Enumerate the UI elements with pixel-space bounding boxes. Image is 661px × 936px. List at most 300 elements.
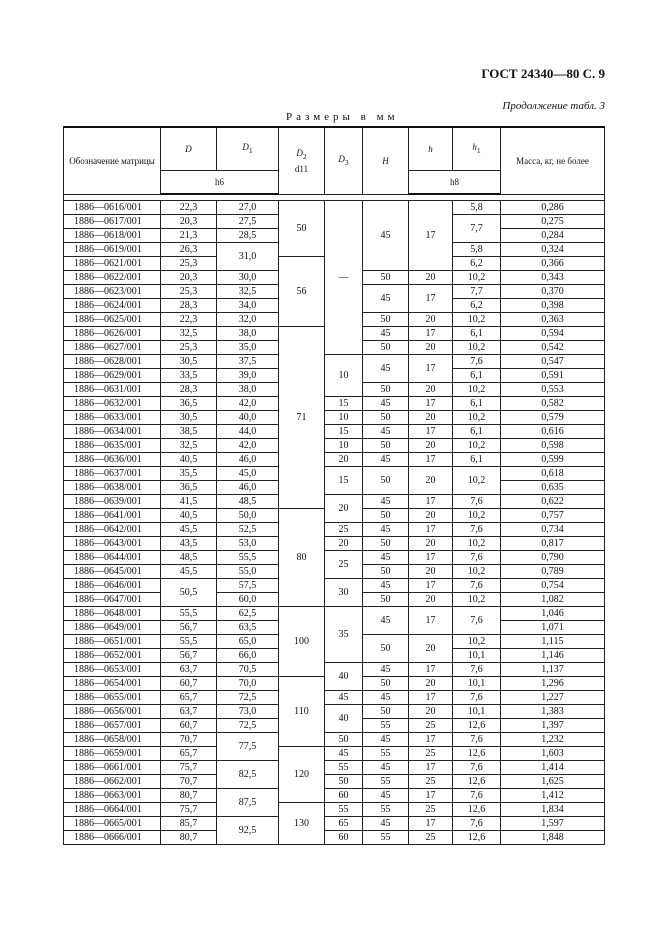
cell-h: 25: [409, 831, 453, 845]
cell-h: 20: [409, 383, 453, 397]
cell-mass: 1,383: [501, 705, 605, 719]
cell-mass: 1,146: [501, 649, 605, 663]
cell-D1: 48,5: [217, 495, 279, 509]
cell-D3: 20: [325, 453, 363, 467]
cell-D: 60,7: [161, 677, 217, 691]
table-row: [64, 747, 605, 761]
cell-D3: 60: [325, 789, 363, 803]
cell-D: 41,5: [161, 495, 217, 509]
cell-D1: 70,0: [217, 677, 279, 691]
table-row: [64, 789, 605, 803]
table-row: [64, 817, 605, 831]
cell-H: 50: [363, 593, 409, 607]
cell-mass: 0,398: [501, 299, 605, 313]
cell-mass: 0,790: [501, 551, 605, 565]
cell-D1: 35,0: [217, 341, 279, 355]
cell-designation: 1886—0628/001: [64, 355, 161, 369]
cell-designation: 1886—0633/001: [64, 411, 161, 425]
cell-D: 80,7: [161, 789, 217, 803]
cell-h: 20: [409, 509, 453, 523]
cell-D: 50,5: [161, 579, 217, 607]
cell-H: 45: [363, 733, 409, 747]
cell-mass: 0,553: [501, 383, 605, 397]
cell-mass: 0,324: [501, 243, 605, 257]
cell-h: 17: [409, 733, 453, 747]
col-D2: $D_2$ d11: [279, 127, 325, 194]
cell-mass: 0,616: [501, 425, 605, 439]
cell-h: 17: [409, 789, 453, 803]
table-row: [64, 439, 605, 453]
cell-D1: 39,0: [217, 369, 279, 383]
cell-D1: 72,5: [217, 719, 279, 733]
cell-H: 45: [363, 817, 409, 831]
cell-H: 45: [363, 607, 409, 635]
cell-h1: 7,6: [453, 691, 501, 705]
cell-D3: 15: [325, 467, 363, 495]
cell-mass: 0,366: [501, 257, 605, 271]
cell-designation: 1886—0644/001: [64, 551, 161, 565]
cell-H: 50: [363, 537, 409, 551]
cell-D: 22,3: [161, 201, 217, 215]
cell-H: 45: [363, 523, 409, 537]
cell-D: 32,5: [161, 439, 217, 453]
cell-designation: 1886—0627/001: [64, 341, 161, 355]
cell-H: 55: [363, 747, 409, 761]
cell-h1: 7,7: [453, 285, 501, 299]
cell-mass: 0,547: [501, 355, 605, 369]
cell-H: 55: [363, 831, 409, 845]
cell-D3: 35: [325, 607, 363, 663]
cell-mass: 0,286: [501, 201, 605, 215]
cell-designation: 1886—0631/001: [64, 383, 161, 397]
table-row: [64, 761, 605, 775]
cell-D: 28,3: [161, 383, 217, 397]
cell-D1: 62,5: [217, 607, 279, 621]
cell-D: 63,7: [161, 705, 217, 719]
cell-h: 17: [409, 327, 453, 341]
cell-D1: 63,5: [217, 621, 279, 635]
cell-H: 50: [363, 467, 409, 495]
table-row: [64, 495, 605, 509]
cell-D: 85,7: [161, 817, 217, 831]
cell-D1: 92,5: [217, 817, 279, 845]
cell-mass: 0,579: [501, 411, 605, 425]
cell-H: 45: [363, 327, 409, 341]
cell-designation: 1886—0618/001: [64, 229, 161, 243]
cell-D: 45,5: [161, 523, 217, 537]
cell-D3: 45: [325, 747, 363, 761]
cell-designation: 1886—0648/001: [64, 607, 161, 621]
cell-D: 56,7: [161, 621, 217, 635]
cell-designation: 1886—0624/001: [64, 299, 161, 313]
cell-h: 17: [409, 425, 453, 439]
cell-D3: 40: [325, 663, 363, 691]
cell-D3: 25: [325, 551, 363, 579]
cell-D2: 50: [279, 201, 325, 257]
table-row: [64, 467, 605, 481]
cell-h: 25: [409, 719, 453, 733]
cell-D: 65,7: [161, 691, 217, 705]
cell-h1: 12,6: [453, 747, 501, 761]
cell-D1: 31,0: [217, 243, 279, 271]
cell-mass: 1,397: [501, 719, 605, 733]
cell-h: 17: [409, 397, 453, 411]
cell-D2: 80: [279, 509, 325, 607]
cell-mass: 1,848: [501, 831, 605, 845]
cell-H: 45: [363, 579, 409, 593]
cell-D1: 50,0: [217, 509, 279, 523]
cell-H: 50: [363, 341, 409, 355]
table-row: [64, 397, 605, 411]
cell-h: 17: [409, 201, 453, 271]
cell-designation: 1886—0666/001: [64, 831, 161, 845]
cell-D3: 45: [325, 691, 363, 705]
cell-h1: 6,1: [453, 397, 501, 411]
cell-mass: 0,618: [501, 467, 605, 481]
cell-mass: 0,754: [501, 579, 605, 593]
cell-h1: 10,2: [453, 565, 501, 579]
cell-H: 45: [363, 453, 409, 467]
table-row: [64, 663, 605, 677]
cell-h: 17: [409, 523, 453, 537]
cell-D3: 55: [325, 761, 363, 775]
table-row: [64, 775, 605, 789]
cell-h: 20: [409, 411, 453, 425]
table-row: [64, 691, 605, 705]
table-row: [64, 411, 605, 425]
cell-h1: 6,1: [453, 327, 501, 341]
cell-D1: 66,0: [217, 649, 279, 663]
cell-h: 20: [409, 705, 453, 719]
cell-designation: 1886—0626/001: [64, 327, 161, 341]
cell-D3: 50: [325, 775, 363, 789]
cell-D1: 37,5: [217, 355, 279, 369]
cell-D3: 15: [325, 397, 363, 411]
cell-designation: 1886—0646/001: [64, 579, 161, 593]
cell-h: 20: [409, 677, 453, 691]
cell-mass: 0,757: [501, 509, 605, 523]
cell-h1: 7,6: [453, 495, 501, 509]
cell-H: 55: [363, 803, 409, 817]
table-row: [64, 523, 605, 537]
cell-D1: 65,0: [217, 635, 279, 649]
cell-D: 25,3: [161, 341, 217, 355]
cell-H: 45: [363, 425, 409, 439]
cell-h1: 12,6: [453, 775, 501, 789]
col-h: h: [409, 127, 453, 171]
cell-mass: 0,594: [501, 327, 605, 341]
cell-h: 20: [409, 565, 453, 579]
cell-H: 50: [363, 705, 409, 719]
cell-H: 50: [363, 383, 409, 397]
cell-mass: 0,591: [501, 369, 605, 383]
cell-D1: 44,0: [217, 425, 279, 439]
cell-D1: 42,0: [217, 439, 279, 453]
col-D1: $D_1$: [217, 127, 279, 171]
cell-H: 50: [363, 509, 409, 523]
cell-D3: 65: [325, 817, 363, 831]
cell-designation: 1886—0645/001: [64, 565, 161, 579]
cell-mass: 1,082: [501, 593, 605, 607]
cell-D1: 57,5: [217, 579, 279, 593]
cell-D3: 20: [325, 495, 363, 523]
cell-D: 80,7: [161, 831, 217, 845]
cell-D1: 38,0: [217, 383, 279, 397]
cell-designation: 1886—0649/001: [64, 621, 161, 635]
cell-D: 65,7: [161, 747, 217, 761]
cell-h1: 10,2: [453, 593, 501, 607]
cell-h1: 10,2: [453, 271, 501, 285]
cell-h: 20: [409, 593, 453, 607]
cell-D: 25,3: [161, 285, 217, 299]
cell-designation: 1886—0623/001: [64, 285, 161, 299]
cell-D: 70,7: [161, 733, 217, 747]
cell-D: 36,5: [161, 481, 217, 495]
cell-mass: 0,542: [501, 341, 605, 355]
cell-D1: 45,0: [217, 467, 279, 481]
cell-D: 30,5: [161, 355, 217, 369]
cell-h1: 7,6: [453, 733, 501, 747]
cell-D: 75,7: [161, 803, 217, 817]
cell-D: 63,7: [161, 663, 217, 677]
cell-D: 40,5: [161, 509, 217, 523]
cell-D1: 30,0: [217, 271, 279, 285]
cell-D2: 130: [279, 803, 325, 845]
cell-h1: 10,2: [453, 411, 501, 425]
cell-mass: 1,137: [501, 663, 605, 677]
tolerance-h6: h6: [161, 171, 279, 195]
cell-h1: 7,7: [453, 215, 501, 243]
tolerance-h8: h8: [409, 171, 501, 195]
cell-h1: 10,2: [453, 313, 501, 327]
cell-H: 50: [363, 439, 409, 453]
cell-designation: 1886—0652/001: [64, 649, 161, 663]
cell-D1: 32,5: [217, 285, 279, 299]
cell-D3: 10: [325, 411, 363, 425]
cell-H: 45: [363, 789, 409, 803]
cell-mass: 0,622: [501, 495, 605, 509]
cell-h1: 6,2: [453, 257, 501, 271]
cell-h: 17: [409, 551, 453, 565]
cell-h1: 12,6: [453, 803, 501, 817]
cell-designation: 1886—0637/001: [64, 467, 161, 481]
cell-designation: 1886—0653/001: [64, 663, 161, 677]
cell-designation: 1886—0632/001: [64, 397, 161, 411]
cell-designation: 1886—0642/001: [64, 523, 161, 537]
cell-D1: 52,5: [217, 523, 279, 537]
cell-h: 25: [409, 775, 453, 789]
cell-D: 36,5: [161, 397, 217, 411]
table-row: [64, 705, 605, 719]
cell-h: 17: [409, 761, 453, 775]
cell-D: 60,7: [161, 719, 217, 733]
cell-H: 45: [363, 761, 409, 775]
cell-h1: 10,2: [453, 537, 501, 551]
cell-mass: 0,599: [501, 453, 605, 467]
cell-D: 30,5: [161, 411, 217, 425]
cell-h1: 12,6: [453, 831, 501, 845]
cell-mass: 1,834: [501, 803, 605, 817]
cell-H: 50: [363, 677, 409, 691]
table-row: [64, 453, 605, 467]
cell-D: 43,5: [161, 537, 217, 551]
cell-D: 22,3: [161, 313, 217, 327]
cell-designation: 1886—0636/001: [64, 453, 161, 467]
cell-h1: 7,6: [453, 607, 501, 635]
cell-mass: 0,370: [501, 285, 605, 299]
cell-D1: 77,5: [217, 733, 279, 761]
cell-designation: 1886—0664/001: [64, 803, 161, 817]
cell-designation: 1886—0622/001: [64, 271, 161, 285]
cell-D: 32,5: [161, 327, 217, 341]
cell-H: 45: [363, 355, 409, 383]
cell-designation: 1886—0629/001: [64, 369, 161, 383]
cell-D1: 60,0: [217, 593, 279, 607]
cell-D: 21,3: [161, 229, 217, 243]
cell-designation: 1886—0639/001: [64, 495, 161, 509]
table-continuation: Продолжение табл. 3: [502, 100, 605, 112]
cell-D: 38,5: [161, 425, 217, 439]
cell-designation: 1886—0634/001: [64, 425, 161, 439]
cell-mass: 1,115: [501, 635, 605, 649]
cell-D: 33,5: [161, 369, 217, 383]
cell-designation: 1886—0659/001: [64, 747, 161, 761]
cell-D1: 42,0: [217, 397, 279, 411]
cell-designation: 1886—0656/001: [64, 705, 161, 719]
cell-h1: 10,2: [453, 439, 501, 453]
col-D3: $D_3$: [325, 127, 363, 194]
cell-D3: 25: [325, 523, 363, 537]
cell-designation: 1886—0616/001: [64, 201, 161, 215]
cell-h: 25: [409, 747, 453, 761]
cell-H: 45: [363, 663, 409, 677]
cell-designation: 1886—0655/001: [64, 691, 161, 705]
cell-h: 17: [409, 579, 453, 593]
cell-designation: 1886—0663/001: [64, 789, 161, 803]
cell-D3: 15: [325, 425, 363, 439]
cell-designation: 1886—0647/001: [64, 593, 161, 607]
cell-h: 17: [409, 495, 453, 509]
cell-D3: 10: [325, 355, 363, 397]
cell-h1: 12,6: [453, 719, 501, 733]
cell-h: 17: [409, 663, 453, 677]
cell-h1: 7,6: [453, 761, 501, 775]
cell-mass: 1,597: [501, 817, 605, 831]
cell-H: 45: [363, 551, 409, 565]
cell-mass: 0,343: [501, 271, 605, 285]
cell-designation: 1886—0638/001: [64, 481, 161, 495]
cell-h1: 6,1: [453, 369, 501, 383]
cell-D3: 60: [325, 831, 363, 845]
cell-designation: 1886—0661/001: [64, 761, 161, 775]
col-mass: Масса, кг, не более: [501, 127, 605, 194]
cell-h1: 7,6: [453, 817, 501, 831]
table-row: [64, 537, 605, 551]
cell-h: 17: [409, 691, 453, 705]
cell-mass: 1,071: [501, 621, 605, 635]
cell-designation: 1886—0619/001: [64, 243, 161, 257]
cell-mass: 1,046: [501, 607, 605, 621]
cell-D3: 50: [325, 733, 363, 747]
table-row: [64, 355, 605, 369]
cell-H: 55: [363, 775, 409, 789]
cell-h1: 7,6: [453, 663, 501, 677]
col-D: D: [161, 127, 217, 171]
cell-D1: 55,5: [217, 551, 279, 565]
table-row: [64, 201, 605, 215]
cell-D3: 40: [325, 705, 363, 733]
cell-D2: 56: [279, 257, 325, 327]
cell-D2: 100: [279, 607, 325, 677]
cell-D: 28,3: [161, 299, 217, 313]
cell-mass: 0,582: [501, 397, 605, 411]
units-caption: Размеры в мм: [286, 111, 399, 123]
cell-D: 20,3: [161, 271, 217, 285]
table-row: [64, 733, 605, 747]
cell-h1: 10,2: [453, 383, 501, 397]
col-designation: Обозначение матрицы: [64, 127, 161, 194]
cell-designation: 1886—0651/001: [64, 635, 161, 649]
cell-designation: 1886—0643/001: [64, 537, 161, 551]
cell-H: 45: [363, 495, 409, 509]
cell-h: 25: [409, 803, 453, 817]
cell-h: 17: [409, 285, 453, 313]
col-h1: $h_1$: [453, 127, 501, 171]
cell-D1: 38,0: [217, 327, 279, 341]
cell-h1: 7,6: [453, 789, 501, 803]
table-row: [64, 579, 605, 593]
cell-h1: 6,1: [453, 425, 501, 439]
cell-designation: 1886—0662/001: [64, 775, 161, 789]
cell-D: 75,7: [161, 761, 217, 775]
cell-D1: 87,5: [217, 789, 279, 817]
cell-D: 55,5: [161, 635, 217, 649]
table-row: [64, 551, 605, 565]
cell-h: 20: [409, 467, 453, 495]
cell-h1: 10,2: [453, 341, 501, 355]
cell-h1: 7,6: [453, 579, 501, 593]
cell-designation: 1886—0665/001: [64, 817, 161, 831]
table-row: [64, 425, 605, 439]
cell-designation: 1886—0654/001: [64, 677, 161, 691]
cell-D3: 10: [325, 439, 363, 453]
cell-h: 20: [409, 341, 453, 355]
cell-h: 20: [409, 313, 453, 327]
cell-h: 17: [409, 453, 453, 467]
cell-mass: 0,598: [501, 439, 605, 453]
cell-h: 20: [409, 635, 453, 663]
cell-h1: 10,1: [453, 677, 501, 691]
cell-mass: 1,227: [501, 691, 605, 705]
cell-h1: 6,1: [453, 453, 501, 467]
cell-D1: 34,0: [217, 299, 279, 313]
cell-D1: 46,0: [217, 453, 279, 467]
cell-H: 50: [363, 313, 409, 327]
cell-h1: 10,1: [453, 705, 501, 719]
cell-mass: 1,414: [501, 761, 605, 775]
cell-h1: 7,6: [453, 355, 501, 369]
cell-D: 35,5: [161, 467, 217, 481]
cell-mass: 1,412: [501, 789, 605, 803]
cell-H: 45: [363, 691, 409, 705]
cell-D: 48,5: [161, 551, 217, 565]
cell-H: 45: [363, 285, 409, 313]
cell-h1: 10,1: [453, 649, 501, 663]
cell-D1: 73,0: [217, 705, 279, 719]
cell-h1: 10,2: [453, 635, 501, 649]
cell-h1: 10,2: [453, 467, 501, 495]
cell-H: 50: [363, 635, 409, 663]
